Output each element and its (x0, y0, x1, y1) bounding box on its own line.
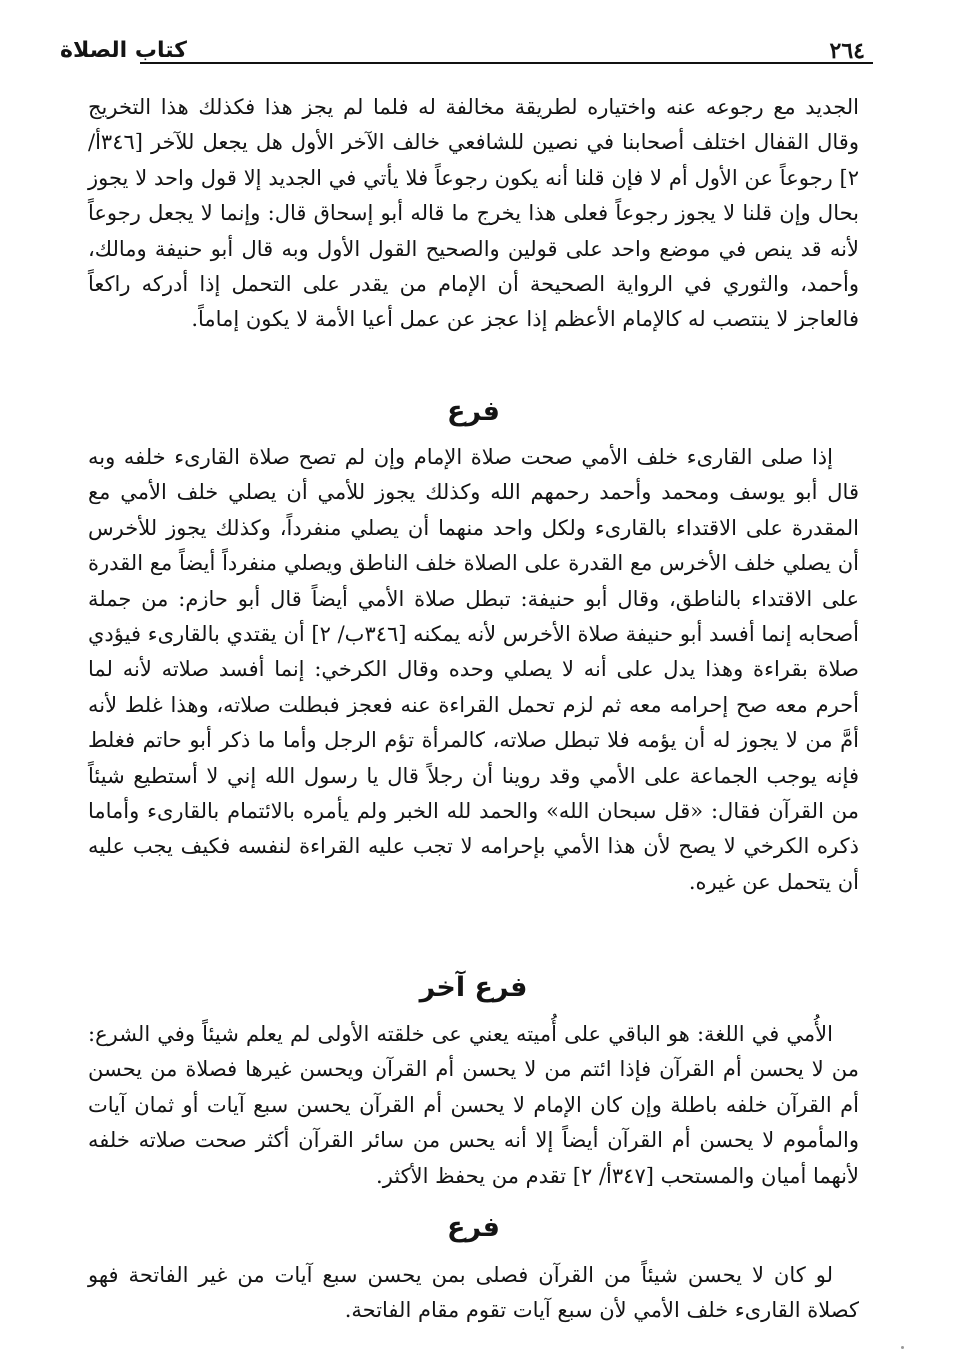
running-title: كتاب الصلاة (60, 38, 187, 63)
section-3 (88, 1258, 859, 1329)
section-heading: فرع آخر (419, 972, 528, 1003)
section-2 (88, 1017, 859, 1194)
paragraph: الأُمي في اللغة: هو الباقي على أُميته يعني عى خلقته الأولى لم يعلم شيئاً وفي الشرع: من لا يحسن أم القرآن فإذا ائتم من لا يحسن أم القرآن ويحسن غيرها فصلاة من يحسن أم القرآن خلفه باطلة وإن كان الإمام لا يحسن أم القرآن يحسن سبع آيات أو ثمان آيات والمأموم لا يحسن أم القرآن أيضاً إلا أنه يحس من سائر القرآن أكثر صحت صلاته خلفه لأنهما أميان والمستحب [٣٤٧أ/ ٢] تقدم من يحفظ الأكثر. (88, 1022, 859, 1188)
section-0 (88, 90, 859, 338)
page-number: ٢٦٤ (829, 38, 865, 64)
paragraph: الجديد مع رجوعه عنه واختياره لطريقة مخالفة له فلما لم يجز هذا فكذلك هذا التخريج وقال القفال اختلف أصحابنا في نصين للشافعي خالف الآخر الأول هل يجعل للآخر [٣٤٦أ/ ٢] رجوعاً عن الأول أم لا فإن قلنا أنه يكون رجوعاً فلا يأتي في الجديد إلا قول واحد لا يجوز بحال وإن قلنا لا يجوز رجوعاً فعلى هذا يخرج ما قاله أبو إسحاق قال: وإنما لا يجعل رجوعاً لأنه قد ينص في موضع واحد على قولين والصحيح القول الأول وبه قال أبو حنيفة ومالك، وأحمد، والثوري في الرواية الصحيحة أن الإمام من يقدر على التحمل إذا أدركه راكعاً فالعاجز لا ينتصب له كالإمام الأعظم إذا عجز عن عمل أعيا الأمة لا يكون إماماً. (88, 95, 859, 332)
page-header (60, 38, 865, 78)
paragraph: إذا صلى القارىء خلف الأمي صحت صلاة الإمام وإن لم تصح صلاة القارىء خلفه وبه قال أبو يوسف ومحمد وأحمد رحمهم الله وكذلك يجوز للأمي أن يصلي خلف الأمي مع المقدرة على الاقتداء بالقارىء ولكل واحد منهما أن يصلي منفرداً، وكذلك يجوز للأخرس أن يصلي خلف الأخرس مع القدرة على الصلاة خلف الناطق ويصلي منفرداً أيضاً مع القدرة على الاقتداء بالناطق، وقال أبو حنيفة: تبطل صلاة الأمي أيضاً قال أبو حازم: من جملة أصحابه إنما أفسد أبو حنيفة صلاة الأخرس لأنه يمكنه [٣٤٦ب/ ٢] أن يقتدي بالقارىء فيؤدي صلاة بقراءة وهذا يدل على أنه لا يصلي وحده وقال الكرخي: إنما أفسد صلاته لأنه لما أحرم معه صح إحرامه معه ثم لزم تحمل القراءة عنه فعجز فبطلت صلاته، وهذا غلط لأنه أمَّ من لا يجوز له أن يؤمه فلا تبطل صلاته، كالمرأة تؤم الرجل وأما ما ذكر أبو حاتم فغلط فإنه يوجب الجماعة على الأمي وقد روينا أن رجلاً قال يا رسول الله إني لا أستطيع شيئاً من القرآن فقال: «قل سبحان الله» والحمد لله الخبر ولم يأمره بالائتمام بالقارىء وأماما ذكره الكرخي لا يصح لأن هذا الأمي بإحرامه لا تجب عليه القراءة لنفسه فكيف يجب عليه أن يتحمل عن غيره. (88, 445, 860, 894)
section-1 (88, 440, 859, 900)
paragraph: لو كان لا يحسن شيئاً من القرآن فصلى بمن يحسن سبع آيات من غير الفاتحة فهو كصلاة القارىء خلف الأمي لأن سبع آيات تقوم مقام الفاتحة. (88, 1263, 859, 1323)
scan-speck (901, 1346, 904, 1349)
header-rule (140, 62, 873, 64)
section-heading: فرع (447, 1212, 500, 1243)
section-heading: فرع (447, 396, 500, 427)
